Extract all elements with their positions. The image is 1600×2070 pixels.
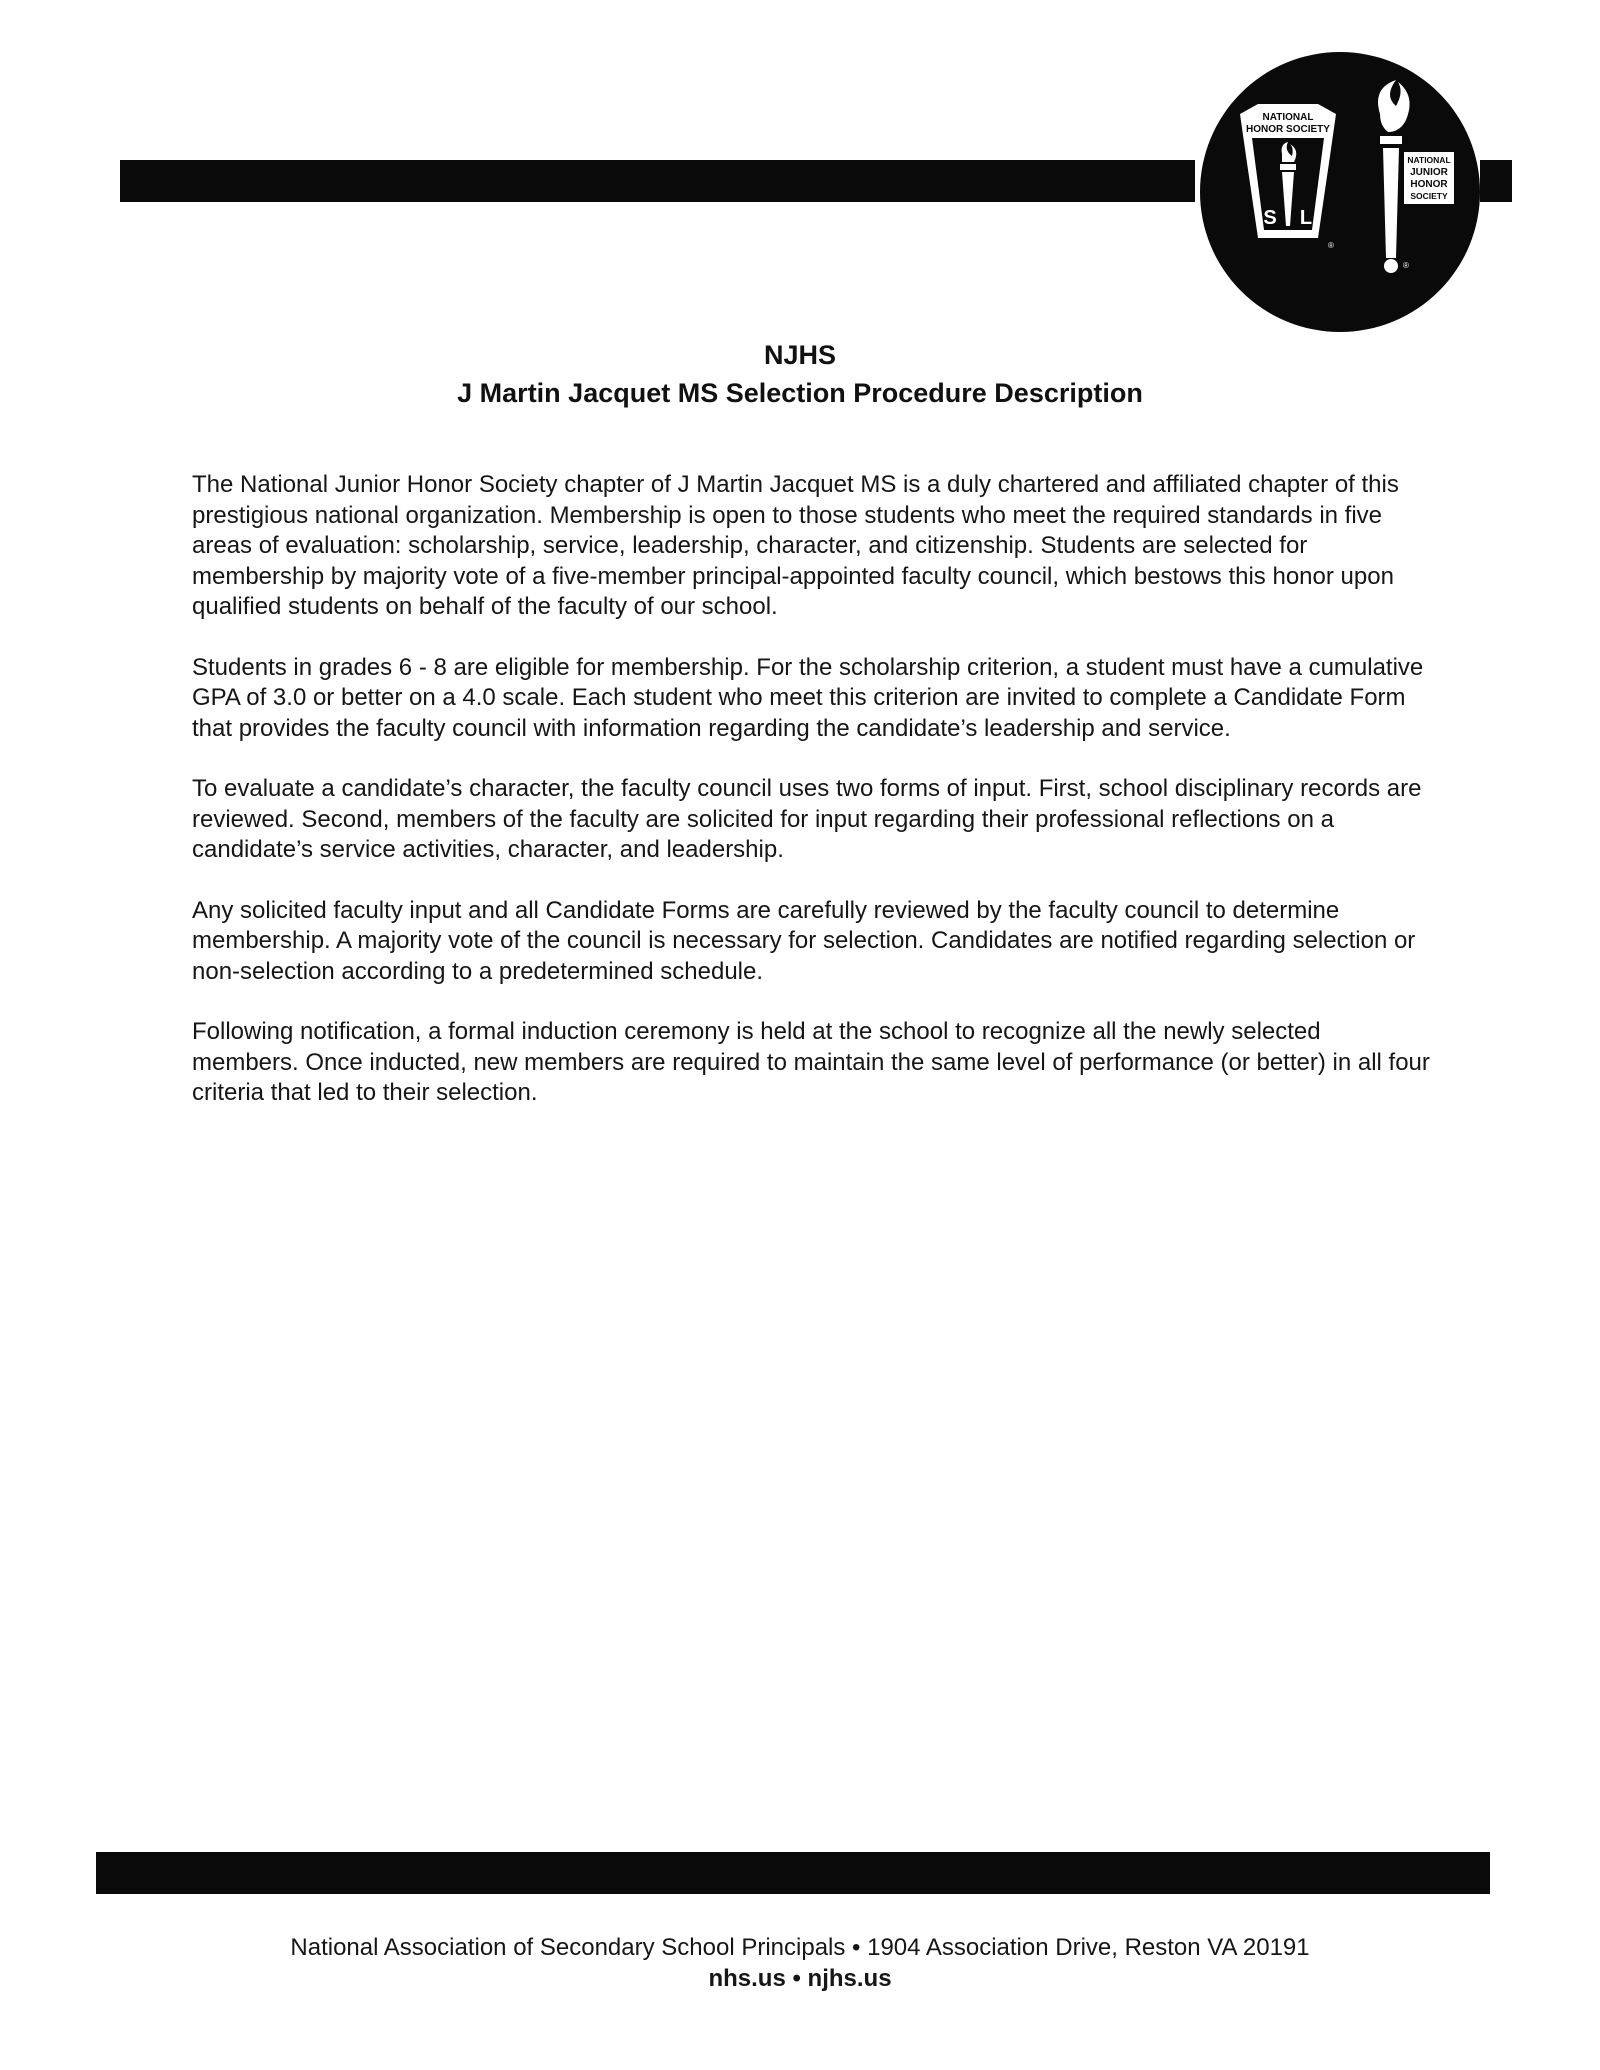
footer-address: National Association of Secondary School Principals • 1904 Association Drive, Reston VA 20191: [290, 1934, 1310, 1961]
document-title: [0, 336, 1600, 412]
paragraph-3: To evaluate a candidate’s character, the faculty council uses two forms of input. First, school disciplinary records are reviewed. Second, members of the faculty are solicited for input regarding their professional reflections on a candidate’s service activities, character, and leadership.: [192, 775, 1422, 863]
title-line-acronym: NJHS: [763, 340, 837, 370]
document-body: [192, 470, 1432, 1139]
title-line-description: J Martin Jacquet MS Selection Procedure Description: [457, 378, 1143, 408]
nhs-logo-text-1: NATIONAL: [1262, 112, 1314, 123]
paragraph-4: Any solicited faculty input and all Candidate Forms are carefully reviewed by the faculty council to determine membership. A majority vote of the council is necessary for selection. Candidates are notified regarding selection or non-selection according to a predetermined schedule.: [192, 896, 1416, 985]
paragraph-5: Following notification, a formal induction ceremony is held at the school to recognize all the newly selected members. Once inducted, new members are required to maintain the same level of performance (or better) in all four criteria that led to their selection.: [192, 1018, 1430, 1106]
nhs-logo-text-2: HONOR SOCIETY: [1246, 124, 1330, 135]
nhs-njhs-logo: [1200, 52, 1480, 332]
flame-icon: [1378, 80, 1410, 132]
njhs-logo-text-3: HONOR: [1410, 179, 1448, 190]
paragraph-2: Students in grades 6 - 8 are eligible for membership. For the scholarship criterion, a student must have a cumulative GPA of 3.0 or better on a 4.0 scale. Each student who meet this criterion are invited to complete a Candidate Form that provides the faculty council with information regarding the candidate’s leadership and service.: [192, 653, 1424, 742]
njhs-logo-text-2: JUNIOR: [1410, 167, 1448, 178]
footer-links: nhs.us • njhs.us: [708, 1965, 892, 1992]
keystone-letter-s: S: [1263, 207, 1277, 229]
registered-mark: ®: [1328, 241, 1334, 250]
header-bar: [120, 160, 1195, 202]
njhs-logo-text-1: NATIONAL: [1407, 155, 1451, 165]
header-bar-end: [1480, 160, 1512, 202]
footer-bar: [96, 1852, 1490, 1894]
njhs-torch-icon: [1383, 148, 1399, 258]
logo-emblem-icon: [1200, 52, 1480, 332]
footer: [0, 1932, 1600, 1994]
keystone-letter-l: L: [1299, 207, 1313, 229]
registered-mark-2: ®: [1403, 261, 1409, 270]
njhs-logo-text-4: SOCIETY: [1410, 191, 1448, 201]
paragraph-1: The National Junior Honor Society chapter of J Martin Jacquet MS is a duly chartered and affiliated chapter of this prestigious national organization. Membership is open to those students who meet the required standards in five areas of evaluation: scholarship, service, leadership, character, and citizenship. Students are selected for membership by majority vote of a five-member principal-appointed faculty council, which bestows this honor upon qualified students on behalf of the faculty of our school.: [192, 471, 1399, 620]
